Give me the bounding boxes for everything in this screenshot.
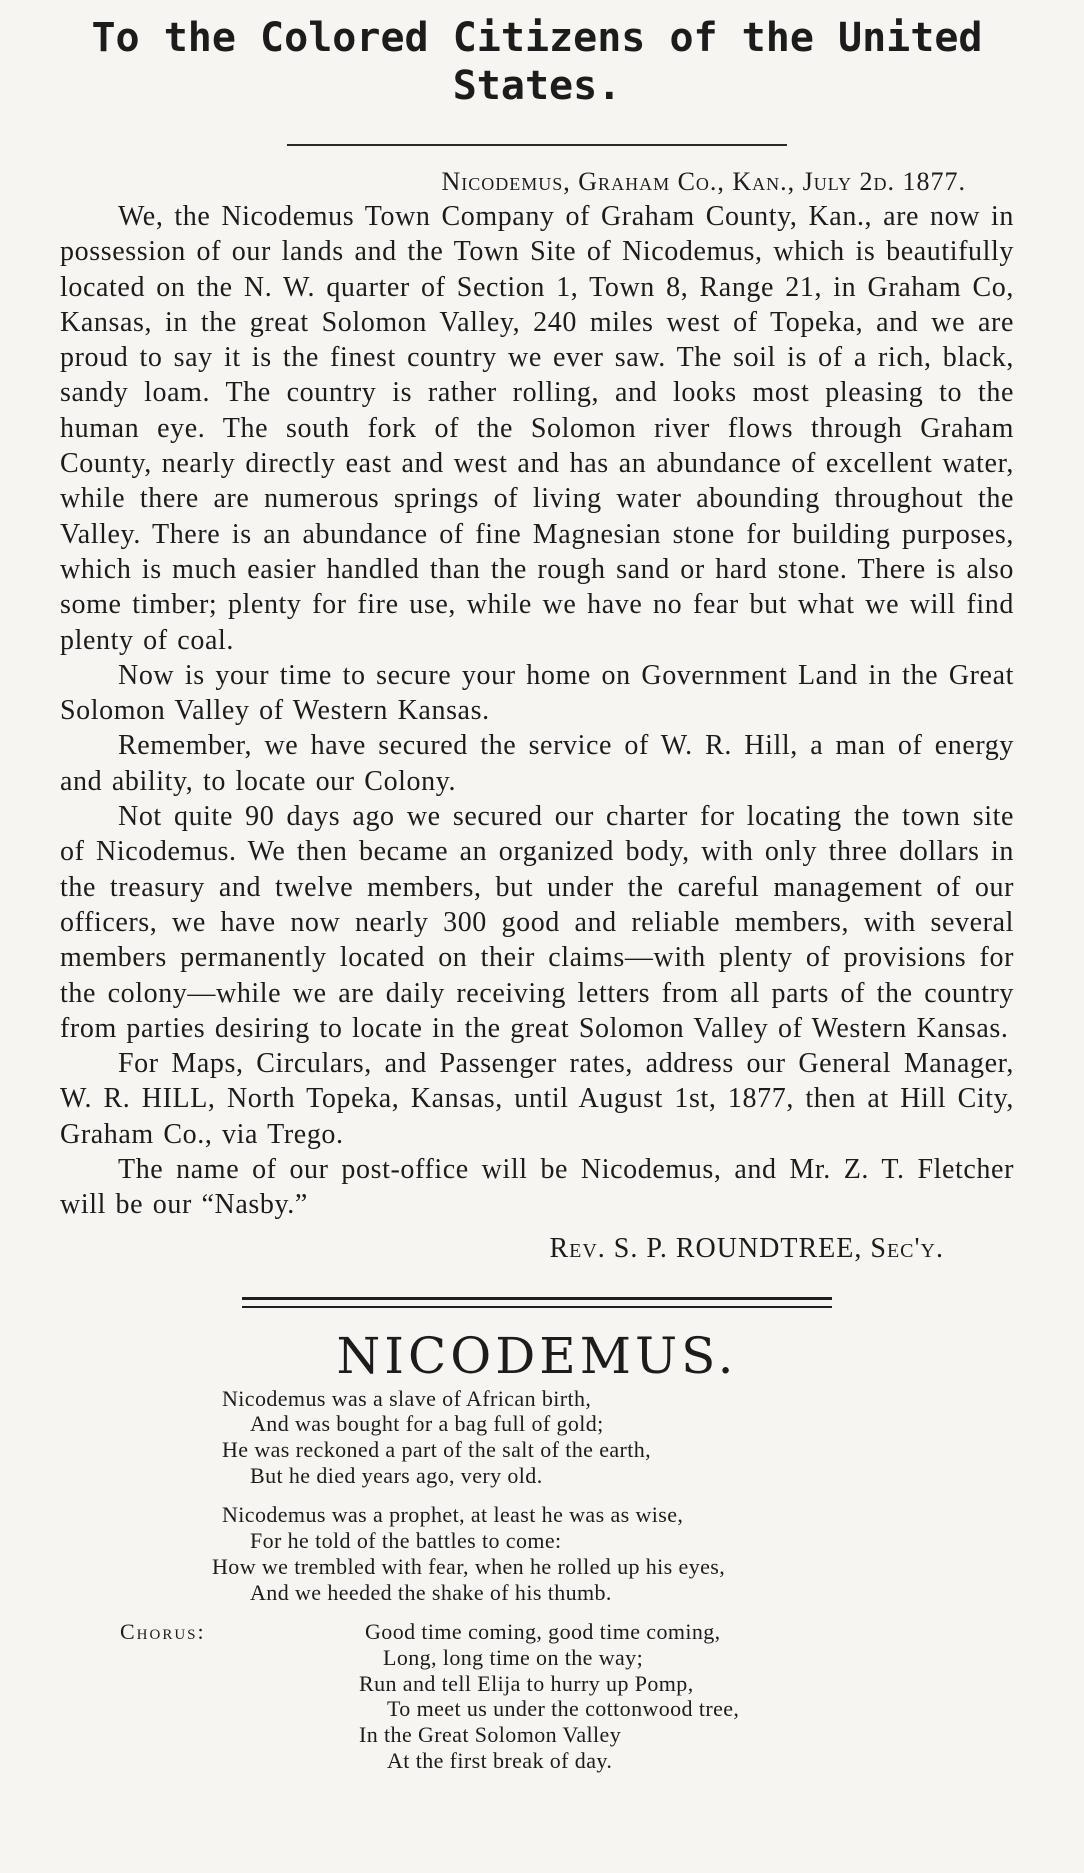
poem-line: He was reckoned a part of the salt of the earth,	[222, 1437, 652, 1463]
paragraph: We, the Nicodemus Town Company of Graham County, Kan., are now in possession of our lands and the Town Site of Nicodemus, which is beautifully located on the N. W. quarter of Section 1, Town 8, Range 21, in Graham Co, Kansas, in the great Solomon Valley, 240 miles west of Topeka, and we are proud to say it is the finest country we ever saw. The soil is of a rich, black, sandy loam. The country is rather rolling, and looks most pleasing to the human eye. The south fork of the Solomon river flows through Graham County, nearly directly east and west and has an abundance of excellent water, while there are numerous springs of living water abounding throughout the Valley. There is an abundance of fine Magnesian stone for building purposes, which is much easier handled than the rough sand or hard stone. There is also some timber; plenty for fire use, while we have no fear but what we will find plenty of coal.	[60, 201, 1014, 656]
poem-line: For he told of the battles to come:	[250, 1528, 562, 1554]
paragraph: Remember, we have secured the service of W. R. Hill, a man of energy and ability, to locate our Colony.	[60, 730, 1014, 797]
poem-line: Nicodemus was a prophet, at least he was as wise,	[222, 1502, 684, 1528]
stanza-1	[60, 1386, 1014, 1489]
dateline: Nicodemus, Graham Co., Kan., July 2d. 1877.	[441, 167, 966, 196]
announcement-body	[60, 199, 1014, 1223]
poem-line: How we trembled with fear, when he rolled up his eyes,	[212, 1553, 726, 1579]
poem-line: Run and tell Elija to hurry up Pomp,	[359, 1670, 694, 1696]
paragraph: Now is your time to secure your home on Government Land in the Great Solomon Valley of Western Kansas.	[60, 659, 1014, 727]
poem-line: In the Great Solomon Valley	[359, 1722, 622, 1748]
paragraph: For Maps, Circulars, and Passenger rates, address our General Manager, W. R. HILL, North Topeka, Kansas, until August 1st, 1877, then at Hill City, Graham Co., via Trego.	[60, 1048, 1014, 1150]
title-rule	[287, 144, 787, 146]
poem-line: At the first break of day.	[387, 1747, 613, 1773]
section-divider	[242, 1297, 832, 1308]
poem	[60, 1386, 1014, 1774]
chorus-lines	[359, 1619, 1014, 1773]
paragraph: The name of our post-office will be Nicodemus, and Mr. Z. T. Fletcher will be our “Nasby.”	[60, 1154, 1014, 1221]
poem-line: And we heeded the shake of his thumb.	[250, 1579, 612, 1605]
poem-line: To meet us under the cottonwood tree,	[387, 1696, 740, 1722]
chorus	[60, 1619, 1014, 1773]
signature: Rev. S. P. ROUNDTREE, Sec'y.	[549, 1232, 944, 1264]
poem-title: NICODEMUS.	[336, 1326, 738, 1385]
chorus-label: Chorus:	[120, 1619, 206, 1645]
poem-line: But he died years ago, very old.	[250, 1462, 543, 1488]
stanza-2	[60, 1502, 1014, 1605]
headline: To the Colored Citizens of the United States.	[91, 15, 983, 109]
poem-line: Good time coming, good time coming,	[365, 1619, 721, 1645]
poem-line: Nicodemus was a slave of African birth,	[222, 1385, 592, 1411]
poem-line: And was bought for a bag full of gold;	[250, 1411, 604, 1437]
poem-line: Long, long time on the way;	[383, 1644, 644, 1670]
paragraph: Not quite 90 days ago we secured our charter for locating the town site of Nicodemus. We then became an organized body, with only three dollars in the treasury and twelve members, but under the careful management of our officers, we have now nearly 300 good and reliable members, with several members permanently located on their claims—with plenty of provisions for the colony—while we are daily receiving letters from all parts of the country from parties desiring to locate in the great Solomon Valley of Western Kansas.	[60, 801, 1014, 1044]
